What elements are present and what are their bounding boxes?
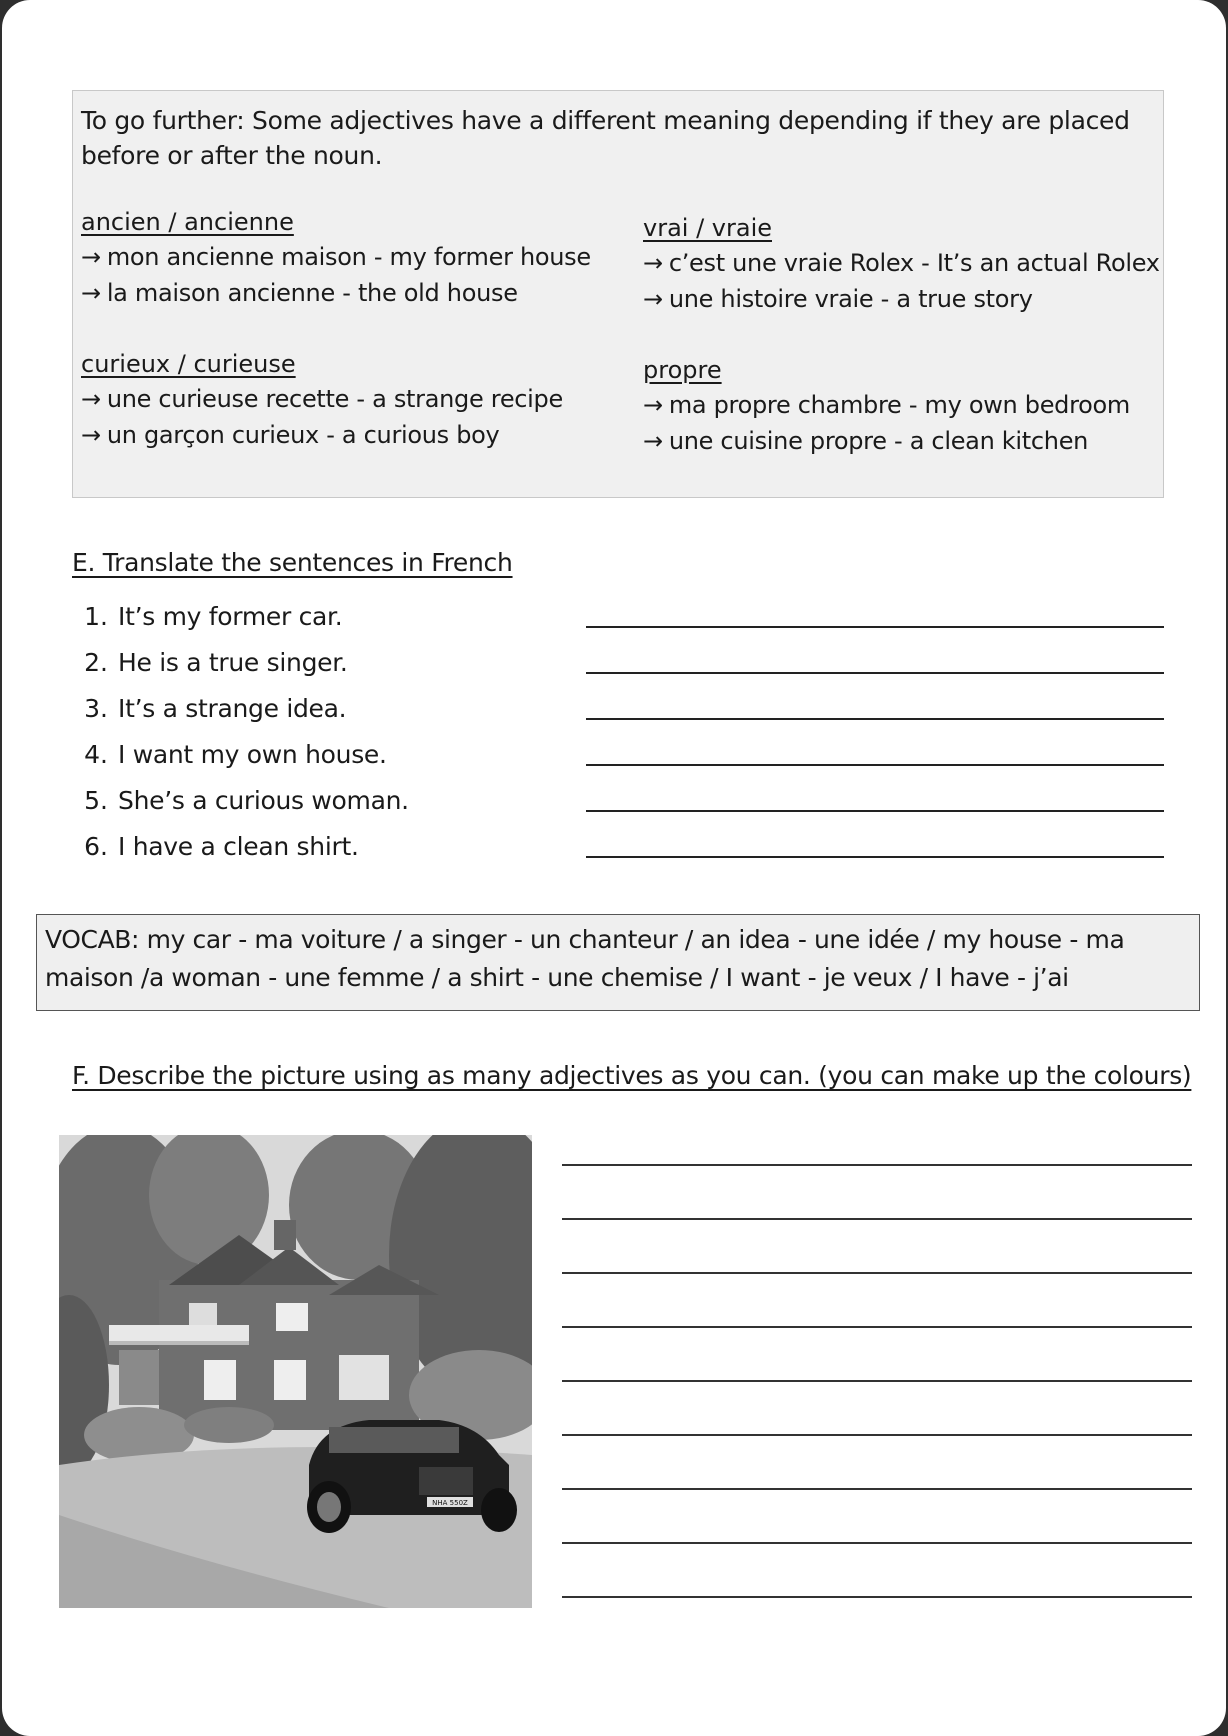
vocab-box: VOCAB: my car - ma voiture / a singer - un chanteur / an idea - une idée / my house - ma maison /a woman - une femme / a shirt - une chemise / I want - je veux / I have - j’ai xyxy=(36,914,1200,1011)
adjective-meaning-box xyxy=(72,90,1164,498)
arrow-icon: → xyxy=(81,421,101,449)
example: → une histoire vraie - a true story xyxy=(643,281,1163,317)
translate-item: 3. It’s a strange idea. xyxy=(84,692,1166,737)
arrow-icon: → xyxy=(81,279,101,307)
writing-line[interactable] xyxy=(562,1380,1192,1382)
answer-line[interactable] xyxy=(586,718,1164,720)
arrow-icon: → xyxy=(81,385,101,413)
writing-line[interactable] xyxy=(562,1218,1192,1220)
example: → un garçon curieux - a curious boy xyxy=(81,417,601,453)
answer-line[interactable] xyxy=(586,764,1164,766)
writing-line[interactable] xyxy=(562,1272,1192,1274)
arrow-icon: → xyxy=(643,285,663,313)
arrow-icon: → xyxy=(643,249,663,277)
translate-item: 5. She’s a curious woman. xyxy=(84,784,1166,829)
writing-line[interactable] xyxy=(562,1488,1192,1490)
section-f-title: F. Describe the picture using as many adjectives as you can. (you can make up the colours) xyxy=(72,1061,1192,1090)
writing-line[interactable] xyxy=(562,1434,1192,1436)
translate-item: 1. It’s my former car. xyxy=(84,600,1166,645)
right-column xyxy=(643,211,1163,317)
translate-item: 4. I want my own house. xyxy=(84,738,1166,783)
term-propre: propre xyxy=(643,356,722,384)
term-vrai: vrai / vraie xyxy=(643,214,772,242)
example: → ma propre chambre - my own bedroom xyxy=(643,387,1163,423)
info-intro: To go further: Some adjectives have a different meaning depending if they are placed before or after the noun. xyxy=(81,106,1130,170)
left-column xyxy=(81,347,601,453)
house-and-car-photo xyxy=(59,1135,532,1608)
arrow-icon: → xyxy=(643,427,663,455)
answer-line[interactable] xyxy=(586,672,1164,674)
term-ancien: ancien / ancienne xyxy=(81,208,294,236)
term-curieux: curieux / curieuse xyxy=(81,350,296,378)
example: → une cuisine propre - a clean kitchen xyxy=(643,423,1163,459)
writing-line[interactable] xyxy=(562,1164,1192,1166)
right-column xyxy=(643,353,1163,459)
answer-line[interactable] xyxy=(586,856,1164,858)
arrow-icon: → xyxy=(81,243,101,271)
section-e-title: E. Translate the sentences in French xyxy=(72,548,513,577)
translate-item: 2. He is a true singer. xyxy=(84,646,1166,691)
house-car-illustration xyxy=(59,1135,532,1608)
writing-line[interactable] xyxy=(562,1542,1192,1544)
left-column xyxy=(81,205,601,311)
worksheet-page xyxy=(2,0,1226,1736)
example: → une curieuse recette - a strange recipe xyxy=(81,381,601,417)
example: → c’est une vraie Rolex - It’s an actual Rolex xyxy=(643,245,1163,281)
example: → mon ancienne maison - my former house xyxy=(81,239,601,275)
arrow-icon: → xyxy=(643,391,663,419)
writing-line[interactable] xyxy=(562,1326,1192,1328)
writing-line[interactable] xyxy=(562,1596,1192,1598)
answer-line[interactable] xyxy=(586,626,1164,628)
answer-line[interactable] xyxy=(586,810,1164,812)
translate-item: 6. I have a clean shirt. xyxy=(84,830,1166,875)
example: → la maison ancienne - the old house xyxy=(81,275,601,311)
license-plate: NHA 550Z xyxy=(432,1499,468,1507)
